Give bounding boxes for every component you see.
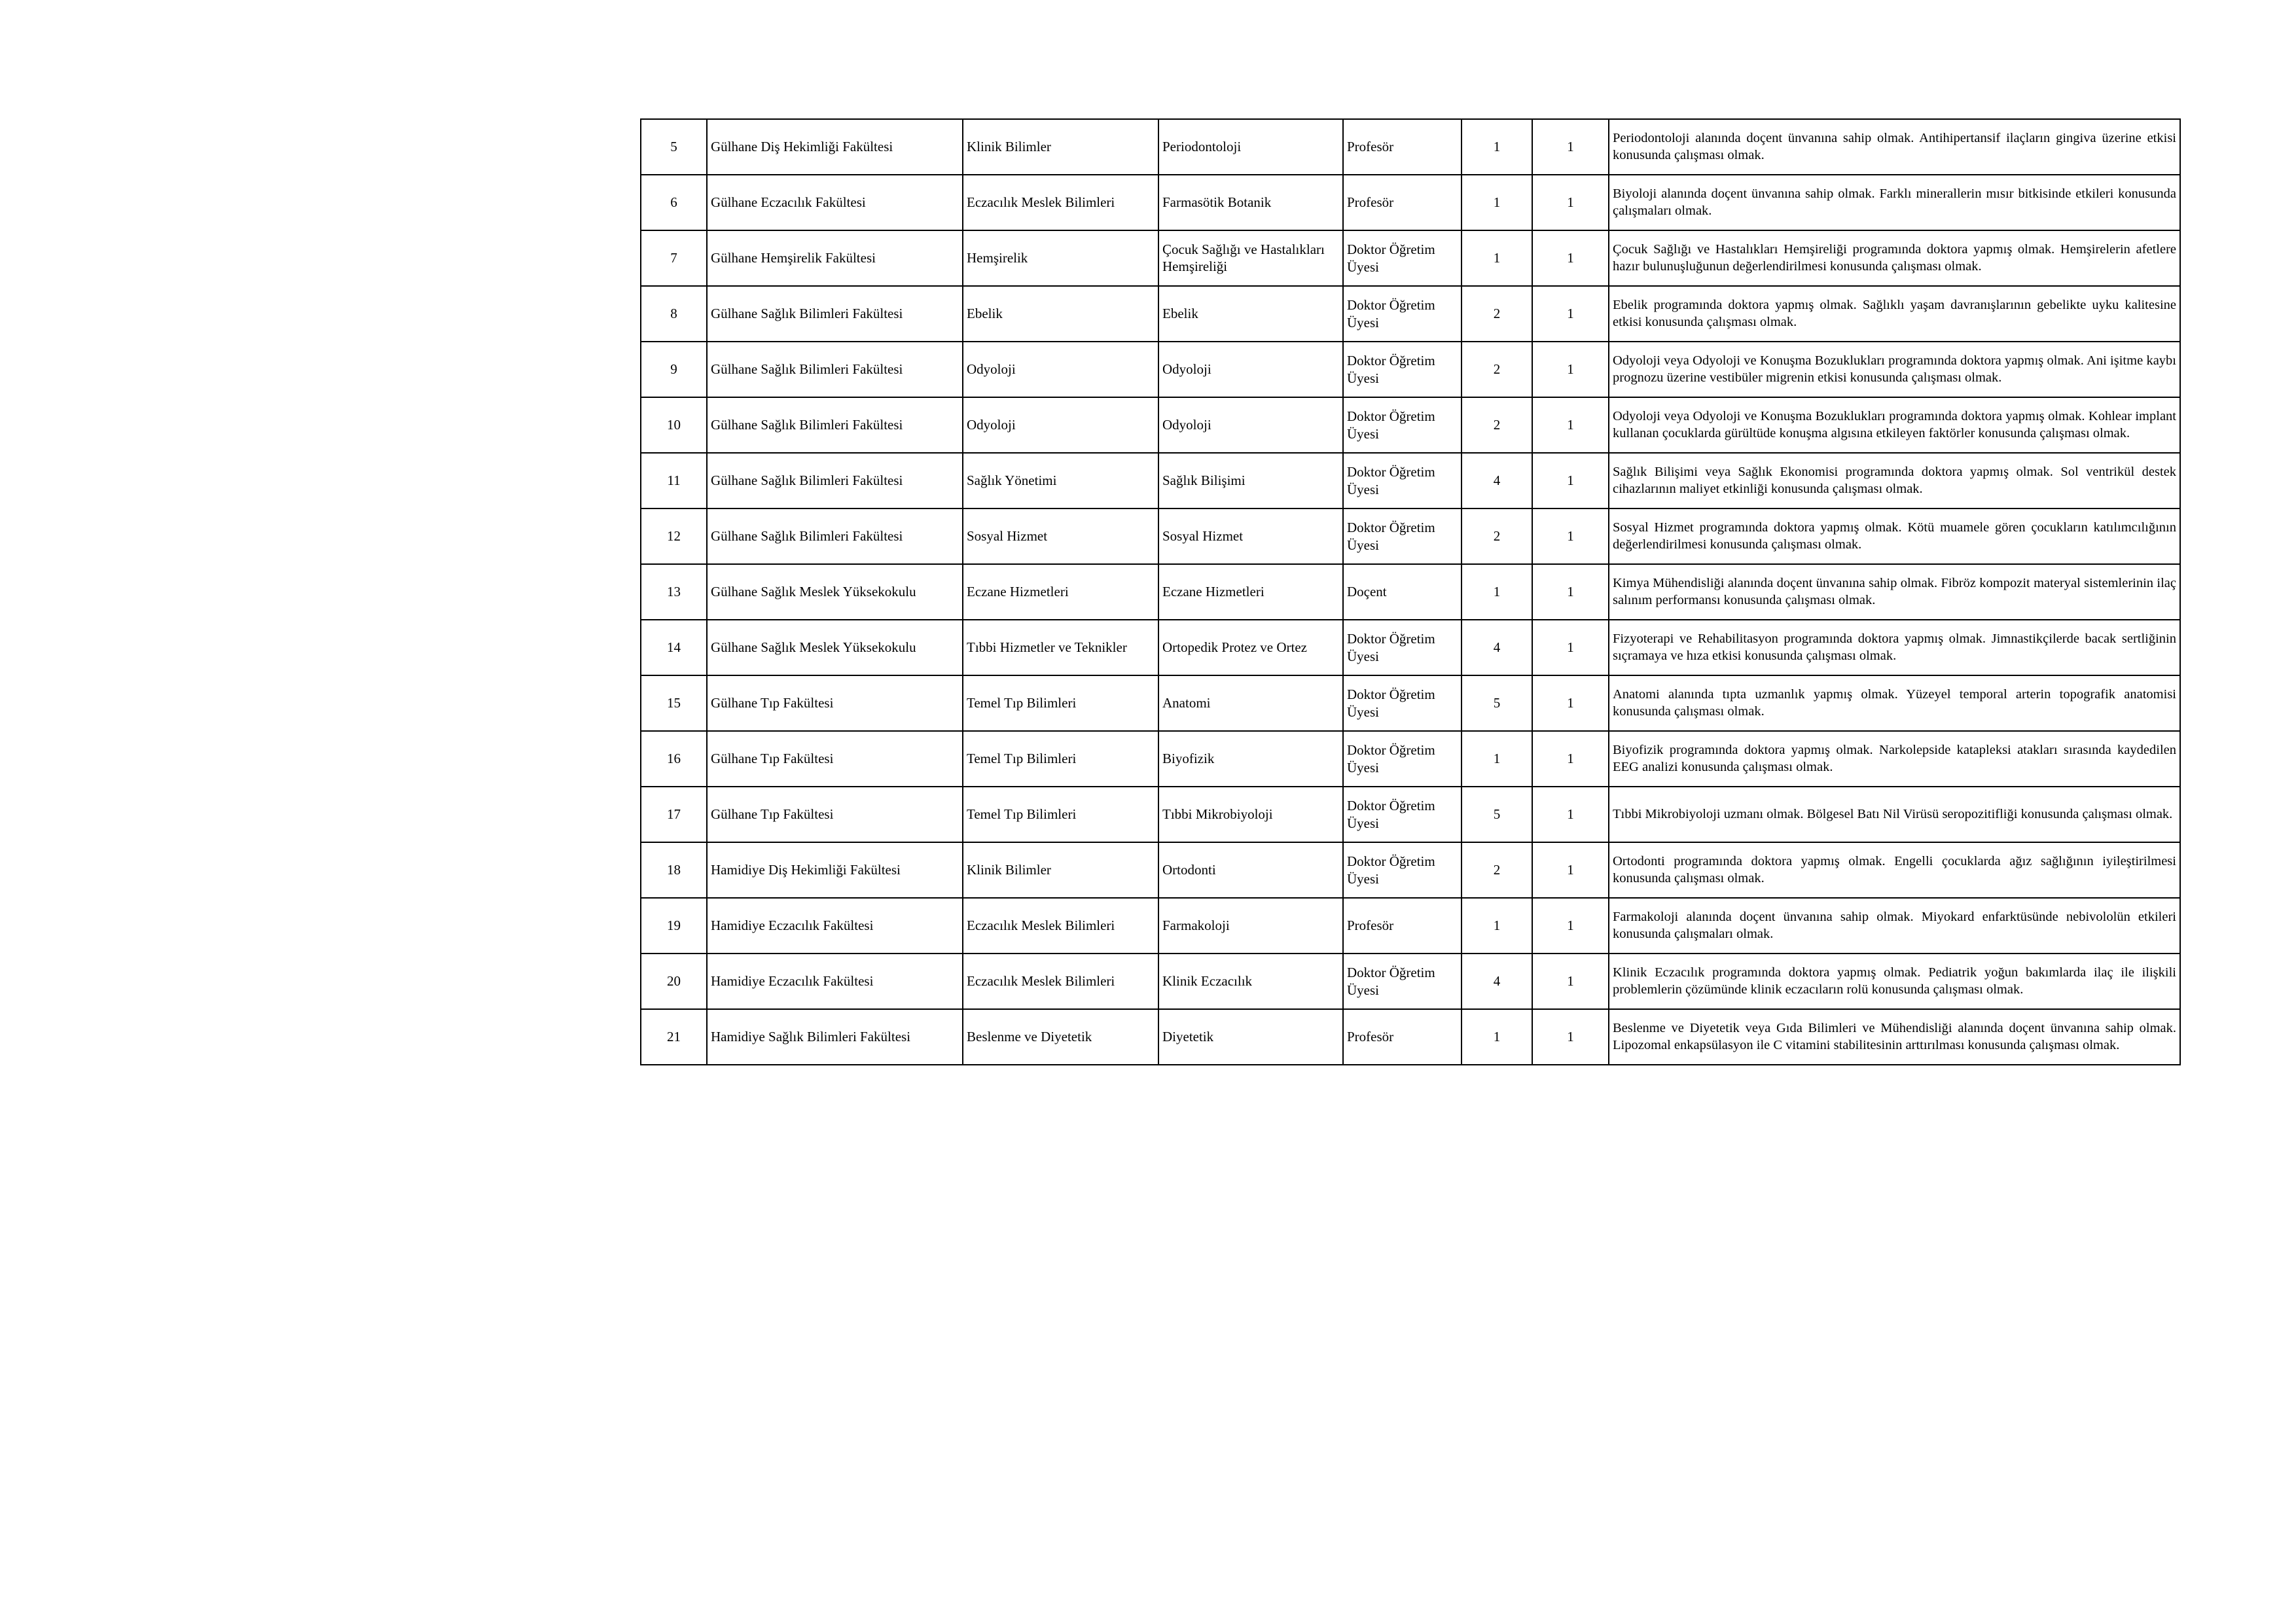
quota-cell: 1 [1532, 508, 1609, 564]
department-cell: Temel Tıp Bilimleri [963, 731, 1158, 787]
title-cell: Doktor Öğretim Üyesi [1343, 397, 1462, 453]
title-cell: Doktor Öğretim Üyesi [1343, 787, 1462, 842]
department-cell: Odyoloji [963, 342, 1158, 397]
program-cell: Farmasötik Botanik [1158, 175, 1343, 230]
department-cell: Eczane Hizmetleri [963, 564, 1158, 620]
department-cell: Sosyal Hizmet [963, 508, 1158, 564]
department-cell: Tıbbi Hizmetler ve Teknikler [963, 620, 1158, 675]
requirement-cell: Biyoloji alanında doçent ünvanına sahip olmak. Farklı minerallerin mısır bitkisinde etkileri konusunda çalışmaları olmak. [1609, 175, 2180, 230]
unit-cell: Gülhane Tıp Fakültesi [707, 731, 963, 787]
count-cell: 2 [1462, 286, 1532, 342]
table-row [641, 175, 2180, 230]
program-cell: Periodontoloji [1158, 119, 1343, 175]
requirement-cell: Ortodonti programında doktora yapmış olmak. Engelli çocuklarda ağız sağlığının iyileştirilmesi konusunda çalışması olmak. [1609, 842, 2180, 898]
requirement-cell: Çocuk Sağlığı ve Hastalıkları Hemşireliği programında doktora yapmış olmak. Hemşirelerin afetlere hazır bulunuşluğunun değerlendirilmesi konusunda çalışması olmak. [1609, 230, 2180, 286]
quota-cell: 1 [1532, 1009, 1609, 1065]
table-row [641, 731, 2180, 787]
count-cell: 1 [1462, 175, 1532, 230]
unit-cell: Hamidiye Diş Hekimliği Fakültesi [707, 842, 963, 898]
unit-cell: Hamidiye Sağlık Bilimleri Fakültesi [707, 1009, 963, 1065]
department-cell: Eczacılık Meslek Bilimleri [963, 898, 1158, 954]
quota-cell: 1 [1532, 898, 1609, 954]
unit-cell: Gülhane Sağlık Bilimleri Fakültesi [707, 508, 963, 564]
row-number-cell: 14 [641, 620, 707, 675]
program-cell: Odyoloji [1158, 397, 1343, 453]
title-cell: Profesör [1343, 119, 1462, 175]
requirement-cell: Farmakoloji alanında doçent ünvanına sahip olmak. Miyokard enfarktüsünde nebivololün etkileri konusunda çalışmaları olmak. [1609, 898, 2180, 954]
row-number-cell: 8 [641, 286, 707, 342]
quota-cell: 1 [1532, 453, 1609, 508]
requirement-cell: Sağlık Bilişimi veya Sağlık Ekonomisi programında doktora yapmış olmak. Sol ventrikül destek cihazlarının maliyet etkinliği konusunda çalışması olmak. [1609, 453, 2180, 508]
table-row [641, 898, 2180, 954]
quota-cell: 1 [1532, 564, 1609, 620]
row-number-cell: 16 [641, 731, 707, 787]
requirement-cell: Anatomi alanında tıpta uzmanlık yapmış olmak. Yüzeyel temporal arterin topografik anatomisi konusunda çalışması olmak. [1609, 675, 2180, 731]
title-cell: Doktor Öğretim Üyesi [1343, 675, 1462, 731]
row-number-cell: 11 [641, 453, 707, 508]
title-cell: Profesör [1343, 1009, 1462, 1065]
requirement-cell: Periodontoloji alanında doçent ünvanına sahip olmak. Antihipertansif ilaçların gingiva üzerine etkisi konusunda çalışması olmak. [1609, 119, 2180, 175]
count-cell: 4 [1462, 954, 1532, 1009]
title-cell: Doktor Öğretim Üyesi [1343, 731, 1462, 787]
table-row [641, 842, 2180, 898]
table-row [641, 954, 2180, 1009]
title-cell: Doktor Öğretim Üyesi [1343, 508, 1462, 564]
row-number-cell: 7 [641, 230, 707, 286]
count-cell: 1 [1462, 731, 1532, 787]
count-cell: 4 [1462, 453, 1532, 508]
title-cell: Doktor Öğretim Üyesi [1343, 620, 1462, 675]
title-cell: Profesör [1343, 175, 1462, 230]
department-cell: Sağlık Yönetimi [963, 453, 1158, 508]
quota-cell: 1 [1532, 175, 1609, 230]
quota-cell: 1 [1532, 675, 1609, 731]
row-number-cell: 5 [641, 119, 707, 175]
unit-cell: Gülhane Diş Hekimliği Fakültesi [707, 119, 963, 175]
department-cell: Beslenme ve Diyetetik [963, 1009, 1158, 1065]
title-cell: Doktor Öğretim Üyesi [1343, 342, 1462, 397]
table-row [641, 397, 2180, 453]
program-cell: Ebelik [1158, 286, 1343, 342]
quota-cell: 1 [1532, 286, 1609, 342]
table-row [641, 620, 2180, 675]
unit-cell: Gülhane Sağlık Meslek Yüksekokulu [707, 620, 963, 675]
unit-cell: Gülhane Sağlık Bilimleri Fakültesi [707, 397, 963, 453]
unit-cell: Gülhane Sağlık Bilimleri Fakültesi [707, 453, 963, 508]
quota-cell: 1 [1532, 119, 1609, 175]
row-number-cell: 13 [641, 564, 707, 620]
table-body [641, 119, 2180, 1065]
requirement-cell: Beslenme ve Diyetetik veya Gıda Bilimleri ve Mühendisliği alanında doçent ünvanına sahip olmak. Lipozomal enkapsülasyon ile C vitamini stabilitesinin arttırılması konusunda çalışması olmak. [1609, 1009, 2180, 1065]
count-cell: 1 [1462, 898, 1532, 954]
quota-cell: 1 [1532, 342, 1609, 397]
unit-cell: Gülhane Tıp Fakültesi [707, 675, 963, 731]
count-cell: 5 [1462, 787, 1532, 842]
department-cell: Eczacılık Meslek Bilimleri [963, 175, 1158, 230]
count-cell: 1 [1462, 119, 1532, 175]
unit-cell: Hamidiye Eczacılık Fakültesi [707, 898, 963, 954]
table-row [641, 675, 2180, 731]
quota-cell: 1 [1532, 842, 1609, 898]
title-cell: Doktor Öğretim Üyesi [1343, 230, 1462, 286]
requirement-cell: Biyofizik programında doktora yapmış olmak. Narkolepside katapleksi atakları sırasında kaydedilen EEG analizi konusunda çalışması olmak. [1609, 731, 2180, 787]
program-cell: Farmakoloji [1158, 898, 1343, 954]
quota-cell: 1 [1532, 787, 1609, 842]
table-row [641, 230, 2180, 286]
department-cell: Ebelik [963, 286, 1158, 342]
row-number-cell: 10 [641, 397, 707, 453]
unit-cell: Gülhane Sağlık Meslek Yüksekokulu [707, 564, 963, 620]
program-cell: Tıbbi Mikrobiyoloji [1158, 787, 1343, 842]
quota-cell: 1 [1532, 620, 1609, 675]
title-cell: Doçent [1343, 564, 1462, 620]
title-cell: Doktor Öğretim Üyesi [1343, 954, 1462, 1009]
program-cell: Ortopedik Protez ve Ortez [1158, 620, 1343, 675]
quota-cell: 1 [1532, 397, 1609, 453]
row-number-cell: 15 [641, 675, 707, 731]
requirement-cell: Sosyal Hizmet programında doktora yapmış olmak. Kötü muamele gören çocukların katılımcılığının değerlendirilmesi konusunda çalışması olmak. [1609, 508, 2180, 564]
title-cell: Profesör [1343, 898, 1462, 954]
table-row [641, 564, 2180, 620]
quota-cell: 1 [1532, 954, 1609, 1009]
unit-cell: Gülhane Hemşirelik Fakültesi [707, 230, 963, 286]
requirement-cell: Odyoloji veya Odyoloji ve Konuşma Bozuklukları programında doktora yapmış olmak. Kohlear implant kullanan çocuklarda gürültüde konuşma algısına etkileyen faktörler konusunda çalışması olmak. [1609, 397, 2180, 453]
unit-cell: Gülhane Sağlık Bilimleri Fakültesi [707, 342, 963, 397]
program-cell: Çocuk Sağlığı ve Hastalıkları Hemşireliği [1158, 230, 1343, 286]
department-cell: Odyoloji [963, 397, 1158, 453]
requirement-cell: Kimya Mühendisliği alanında doçent ünvanına sahip olmak. Fibröz kompozit materyal sistemlerinin ilaç salınım performansı konusunda çalışması olmak. [1609, 564, 2180, 620]
row-number-cell: 21 [641, 1009, 707, 1065]
program-cell: Anatomi [1158, 675, 1343, 731]
count-cell: 1 [1462, 230, 1532, 286]
count-cell: 2 [1462, 342, 1532, 397]
title-cell: Doktor Öğretim Üyesi [1343, 842, 1462, 898]
table-row [641, 1009, 2180, 1065]
count-cell: 5 [1462, 675, 1532, 731]
department-cell: Klinik Bilimler [963, 119, 1158, 175]
row-number-cell: 20 [641, 954, 707, 1009]
program-cell: Eczane Hizmetleri [1158, 564, 1343, 620]
title-cell: Doktor Öğretim Üyesi [1343, 286, 1462, 342]
unit-cell: Gülhane Sağlık Bilimleri Fakültesi [707, 286, 963, 342]
count-cell: 2 [1462, 842, 1532, 898]
position-table [640, 118, 2181, 1065]
count-cell: 1 [1462, 1009, 1532, 1065]
requirement-cell: Klinik Eczacılık programında doktora yapmış olmak. Pediatrik yoğun bakımlarda ilaç ile ilişkili problemlerin çözümünde klinik eczacıların rolü konusunda çalışması olmak. [1609, 954, 2180, 1009]
unit-cell: Hamidiye Eczacılık Fakültesi [707, 954, 963, 1009]
count-cell: 1 [1462, 564, 1532, 620]
row-number-cell: 12 [641, 508, 707, 564]
table-row [641, 453, 2180, 508]
title-cell: Doktor Öğretim Üyesi [1343, 453, 1462, 508]
department-cell: Temel Tıp Bilimleri [963, 787, 1158, 842]
unit-cell: Gülhane Tıp Fakültesi [707, 787, 963, 842]
program-cell: Sağlık Bilişimi [1158, 453, 1343, 508]
row-number-cell: 6 [641, 175, 707, 230]
program-cell: Sosyal Hizmet [1158, 508, 1343, 564]
unit-cell: Gülhane Eczacılık Fakültesi [707, 175, 963, 230]
program-cell: Odyoloji [1158, 342, 1343, 397]
requirement-cell: Tıbbi Mikrobiyoloji uzmanı olmak. Bölgesel Batı Nil Virüsü seropozitifliği konusunda çalışması olmak. [1609, 787, 2180, 842]
count-cell: 2 [1462, 397, 1532, 453]
row-number-cell: 9 [641, 342, 707, 397]
row-number-cell: 17 [641, 787, 707, 842]
count-cell: 4 [1462, 620, 1532, 675]
table-row [641, 787, 2180, 842]
table-row [641, 119, 2180, 175]
table-row [641, 286, 2180, 342]
requirement-cell: Odyoloji veya Odyoloji ve Konuşma Bozuklukları programında doktora yapmış olmak. Ani işitme kaybı prognozu üzerine vestibüler migrenin etkisi konusunda çalışması olmak. [1609, 342, 2180, 397]
count-cell: 2 [1462, 508, 1532, 564]
requirement-cell: Ebelik programında doktora yapmış olmak. Sağlıklı yaşam davranışlarının gebelikte uyku kalitesine etkisi konusunda çalışması olmak. [1609, 286, 2180, 342]
department-cell: Temel Tıp Bilimleri [963, 675, 1158, 731]
row-number-cell: 18 [641, 842, 707, 898]
table-row [641, 342, 2180, 397]
quota-cell: 1 [1532, 731, 1609, 787]
program-cell: Biyofizik [1158, 731, 1343, 787]
quota-cell: 1 [1532, 230, 1609, 286]
program-cell: Diyetetik [1158, 1009, 1343, 1065]
table-row [641, 508, 2180, 564]
department-cell: Klinik Bilimler [963, 842, 1158, 898]
department-cell: Eczacılık Meslek Bilimleri [963, 954, 1158, 1009]
row-number-cell: 19 [641, 898, 707, 954]
program-cell: Klinik Eczacılık [1158, 954, 1343, 1009]
department-cell: Hemşirelik [963, 230, 1158, 286]
requirement-cell: Fizyoterapi ve Rehabilitasyon programında doktora yapmış olmak. Jimnastikçilerde bacak sertliğinin sıçramaya ve hıza etkisi konusunda çalışması olmak. [1609, 620, 2180, 675]
program-cell: Ortodonti [1158, 842, 1343, 898]
